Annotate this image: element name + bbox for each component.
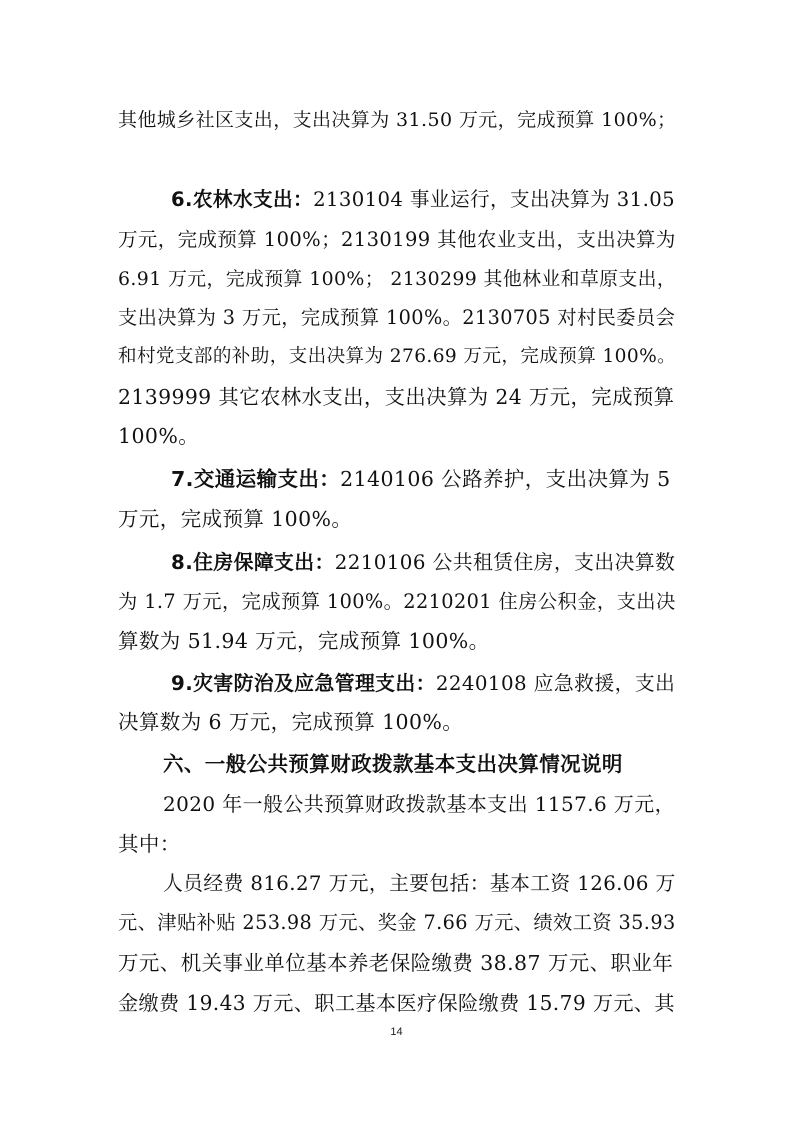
section-title: 8.住房保障支出： [171,551,335,574]
paragraph-line [163,870,676,898]
line-text: 万元，完成预算 100%。 [118,507,353,531]
paragraph-line [118,304,675,332]
line-text: 万元、机关事业单位基本养老保险缴费 38.87 万元、职业年 [118,951,674,975]
line-text: 为 1.7 万元，完成预算 100%。2210201 住房公积金，支出决 [118,590,676,613]
paragraph-line [118,383,674,411]
paragraph-line [118,265,676,293]
line-text: 金缴费 19.43 万元、职工基本医疗保险缴费 15.79 万元、其 [118,991,675,1015]
line-text: 2130104 事业运行，支出决算为 31.05 [313,188,675,211]
paragraph-line [118,505,352,533]
section-title: 9.灾害防治及应急管理支出： [171,672,436,695]
line-text: 100%。 [118,424,200,448]
line-text: 2139999 其它农林水支出，支出决算为 24 万元，完成预算 [118,385,675,409]
paragraph-line [118,909,676,937]
line-text: 决算数为 6 万元，完成预算 100%。 [118,710,464,734]
section-heading-line [171,465,671,493]
paragraph-line [118,422,199,450]
paragraph-line [118,588,676,616]
line-text: 2140106 公路养护，支出决算为 5 [340,467,671,491]
paragraph-line [118,627,490,655]
line-text: 和村党支部的补助，支出决算为 276.69 万元，完成预算 100%。 [118,346,677,367]
line-text: 6.91 万元，完成预算 100%； 2130299 其他林业和草原支出， [118,268,677,290]
line-text: 万元，完成预算 100%；2130199 其他农业支出，支出决算为 [118,228,676,251]
chapter-title: 六、一般公共预算财政拨款基本支出决算情况说明 [163,752,623,776]
paragraph-line [118,106,676,134]
line-text: 算数为 51.94 万元，完成预算 100%。 [118,629,490,653]
page-number: 14 [390,1026,403,1038]
line-text: 人员经费 816.27 万元，主要包括：基本工资 126.06 万 [163,872,676,895]
paragraph-line [118,949,673,977]
section-heading-line [171,549,675,577]
paragraph-line [118,226,676,254]
paragraph-line [118,708,463,736]
line-text: 2210106 公共租赁住房，支出决算数 [334,551,676,574]
section-heading-line [171,186,675,214]
line-text: 2240108 应急救援，支出 [435,672,676,695]
line-text: 2020 年一般公共预算财政拨款基本支出 1157.6 万元， [163,792,675,816]
line-text: 其他城乡社区支出，支出决算为 31.50 万元，完成预算 100%； [118,109,677,131]
line-text: 支出决算为 3 万元，完成预算 100%。2130705 对村民委员会 [118,306,676,329]
paragraph-line [118,989,675,1017]
line-text: 其中： [118,832,181,856]
paragraph-line [118,343,676,371]
chapter-heading [163,750,623,778]
section-heading-line [171,670,675,698]
section-title: 7.交通运输支出： [171,467,341,491]
section-title: 6.农林水支出： [171,188,314,211]
paragraph-line [118,830,181,858]
line-text: 元、津贴补贴 253.98 万元、奖金 7.66 万元、绩效工资 35.93 [118,911,676,934]
paragraph-line [163,790,675,818]
